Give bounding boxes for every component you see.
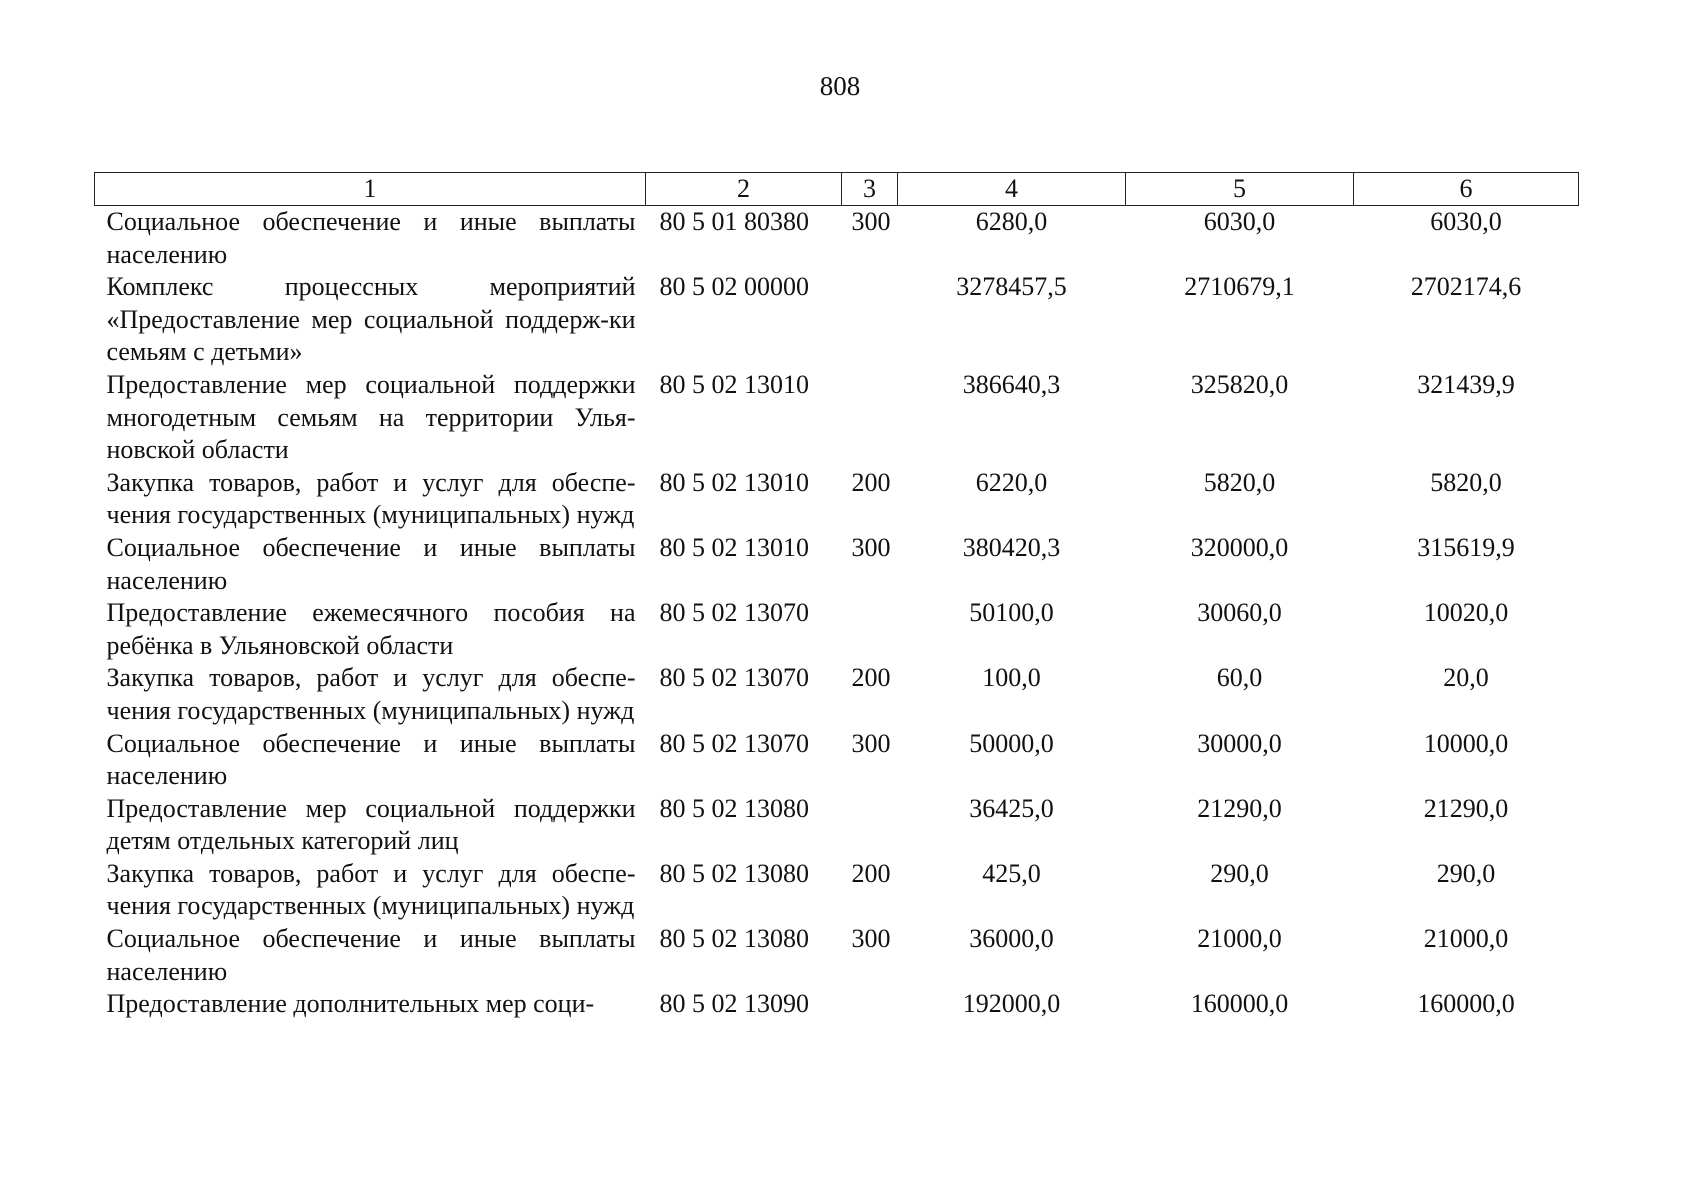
row-type-cell: 200 xyxy=(851,858,891,888)
table-row xyxy=(95,662,1579,727)
row-code-cell: 80 5 02 13010 xyxy=(659,369,809,399)
header-row xyxy=(95,173,1579,206)
row-value-1-cell: 192000,0 xyxy=(962,989,1061,1019)
row-value-1-cell: 36000,0 xyxy=(969,924,1054,954)
row-code-cell: 80 5 02 13010 xyxy=(659,532,809,562)
row-type-cell: 200 xyxy=(851,663,891,693)
column-header-1: 1 xyxy=(95,173,646,206)
table-row xyxy=(95,597,1579,662)
row-value-1-cell: 6280,0 xyxy=(975,207,1048,236)
row-type-cell: 200 xyxy=(851,467,891,497)
column-header-5: 5 xyxy=(1126,173,1354,206)
row-value-2-cell: 2710679,1 xyxy=(1184,272,1295,302)
row-value-3-cell: 6030,0 xyxy=(1430,207,1502,236)
row-code-cell: 80 5 02 13010 xyxy=(659,467,809,497)
column-header-2: 2 xyxy=(646,173,842,206)
row-code-cell: 80 5 02 13070 xyxy=(659,663,809,693)
row-value-3-cell: 21290,0 xyxy=(1423,793,1509,823)
row-type-cell xyxy=(842,271,898,369)
table-body xyxy=(95,206,1579,1021)
row-value-2-cell: 160000,0 xyxy=(1190,989,1289,1019)
row-name-cell: Социальное обеспечение и иные выплаты населению xyxy=(106,924,636,986)
page-number: 808 xyxy=(819,71,861,101)
table-row xyxy=(95,728,1579,793)
row-code-cell: 80 5 02 13070 xyxy=(659,598,809,628)
row-type-cell xyxy=(842,988,898,1021)
table-row xyxy=(95,923,1579,988)
row-value-2-cell: 21290,0 xyxy=(1197,793,1282,823)
column-header-3: 3 xyxy=(842,173,898,206)
row-value-2-cell: 5820,0 xyxy=(1203,467,1276,497)
row-value-2-cell: 30000,0 xyxy=(1197,728,1282,758)
budget-table xyxy=(94,172,1579,1021)
row-code-cell: 80 5 02 13080 xyxy=(659,858,809,888)
row-value-1-cell: 3278457,5 xyxy=(956,272,1067,302)
row-name-cell: Социальное обеспечение и иные выплаты населению xyxy=(106,532,636,595)
row-value-2-cell: 320000,0 xyxy=(1190,532,1289,562)
row-code-cell: 80 5 02 13090 xyxy=(659,989,809,1019)
table-row xyxy=(95,206,1579,272)
row-value-3-cell: 5820,0 xyxy=(1430,467,1502,497)
row-value-3-cell: 315619,9 xyxy=(1417,532,1515,562)
row-code-cell: 80 5 02 00000 xyxy=(659,272,809,302)
table-row xyxy=(95,532,1579,597)
row-value-3-cell: 160000,0 xyxy=(1417,989,1515,1019)
row-value-1-cell: 6220,0 xyxy=(975,467,1048,497)
table-row xyxy=(95,369,1579,467)
row-value-1-cell: 386640,3 xyxy=(962,369,1061,399)
row-value-3-cell: 321439,9 xyxy=(1417,369,1515,399)
row-type-cell xyxy=(842,793,898,858)
row-name-cell: Закупка товаров, работ и услуг для обеспе-чения государственных (муниципальных) нужд xyxy=(106,663,636,725)
table-row xyxy=(95,988,1579,1021)
row-code-cell: 80 5 02 13080 xyxy=(659,924,809,954)
row-value-2-cell: 30060,0 xyxy=(1197,598,1282,628)
row-name-cell: Социальное обеспечение и иные выплаты населению xyxy=(106,728,636,791)
row-name-cell: Предоставление мер социальной поддержки детям отдельных категорий лиц xyxy=(106,793,636,856)
row-value-1-cell: 36425,0 xyxy=(969,793,1054,823)
row-name-cell: Закупка товаров, работ и услуг для обеспе-чения государственных (муниципальных) нужд xyxy=(106,858,636,921)
row-name-cell: Предоставление мер социальной поддержки многодетным семьям на территории Улья-новской области xyxy=(106,369,636,465)
row-code-cell: 80 5 01 80380 xyxy=(659,207,809,236)
column-header-6: 6 xyxy=(1354,173,1579,206)
row-type-cell xyxy=(842,597,898,662)
row-type-cell: 300 xyxy=(851,532,891,562)
row-code-cell: 80 5 02 13080 xyxy=(659,793,809,823)
row-value-1-cell: 50100,0 xyxy=(969,598,1054,628)
row-value-2-cell: 325820,0 xyxy=(1190,369,1289,399)
table-row xyxy=(95,271,1579,369)
table-header xyxy=(95,173,1579,206)
row-type-cell: 300 xyxy=(851,207,891,236)
row-value-3-cell: 2702174,6 xyxy=(1410,272,1522,302)
row-name-cell: Закупка товаров, работ и услуг для обеспе-чения государственных (муниципальных) нужд xyxy=(106,467,636,530)
row-name-cell: Социальное обеспечение и иные выплаты населению xyxy=(106,207,636,269)
row-name-cell: Комплекс процессных мероприятий «Предоставление мер социальной поддерж-ки семьям с детьми» xyxy=(106,272,636,367)
row-value-1-cell: 100,0 xyxy=(982,663,1041,693)
table-row xyxy=(95,467,1579,532)
column-header-4: 4 xyxy=(898,173,1126,206)
row-name-cell: Предоставление ежемесячного пособия на ребёнка в Ульяновской области xyxy=(106,598,636,660)
row-value-3-cell: 10000,0 xyxy=(1423,728,1509,758)
row-value-1-cell: 380420,3 xyxy=(962,532,1061,562)
row-type-cell xyxy=(842,369,898,467)
row-type-cell: 300 xyxy=(851,924,891,954)
row-value-3-cell: 21000,0 xyxy=(1423,924,1509,954)
row-value-1-cell: 425,0 xyxy=(982,858,1041,888)
row-name-cell: Предоставление дополнительных мер соци- xyxy=(106,989,595,1019)
row-value-2-cell: 21000,0 xyxy=(1197,924,1282,954)
table-row xyxy=(95,858,1579,923)
row-value-2-cell: 290,0 xyxy=(1210,858,1269,888)
row-value-2-cell: 60,0 xyxy=(1216,663,1263,693)
row-value-3-cell: 290,0 xyxy=(1436,858,1496,888)
row-value-3-cell: 10020,0 xyxy=(1423,598,1509,628)
table-row xyxy=(95,793,1579,858)
row-type-cell: 300 xyxy=(851,728,891,758)
row-code-cell: 80 5 02 13070 xyxy=(659,728,809,758)
row-value-3-cell: 20,0 xyxy=(1443,663,1489,693)
row-value-1-cell: 50000,0 xyxy=(969,728,1054,758)
row-value-2-cell: 6030,0 xyxy=(1203,207,1276,236)
